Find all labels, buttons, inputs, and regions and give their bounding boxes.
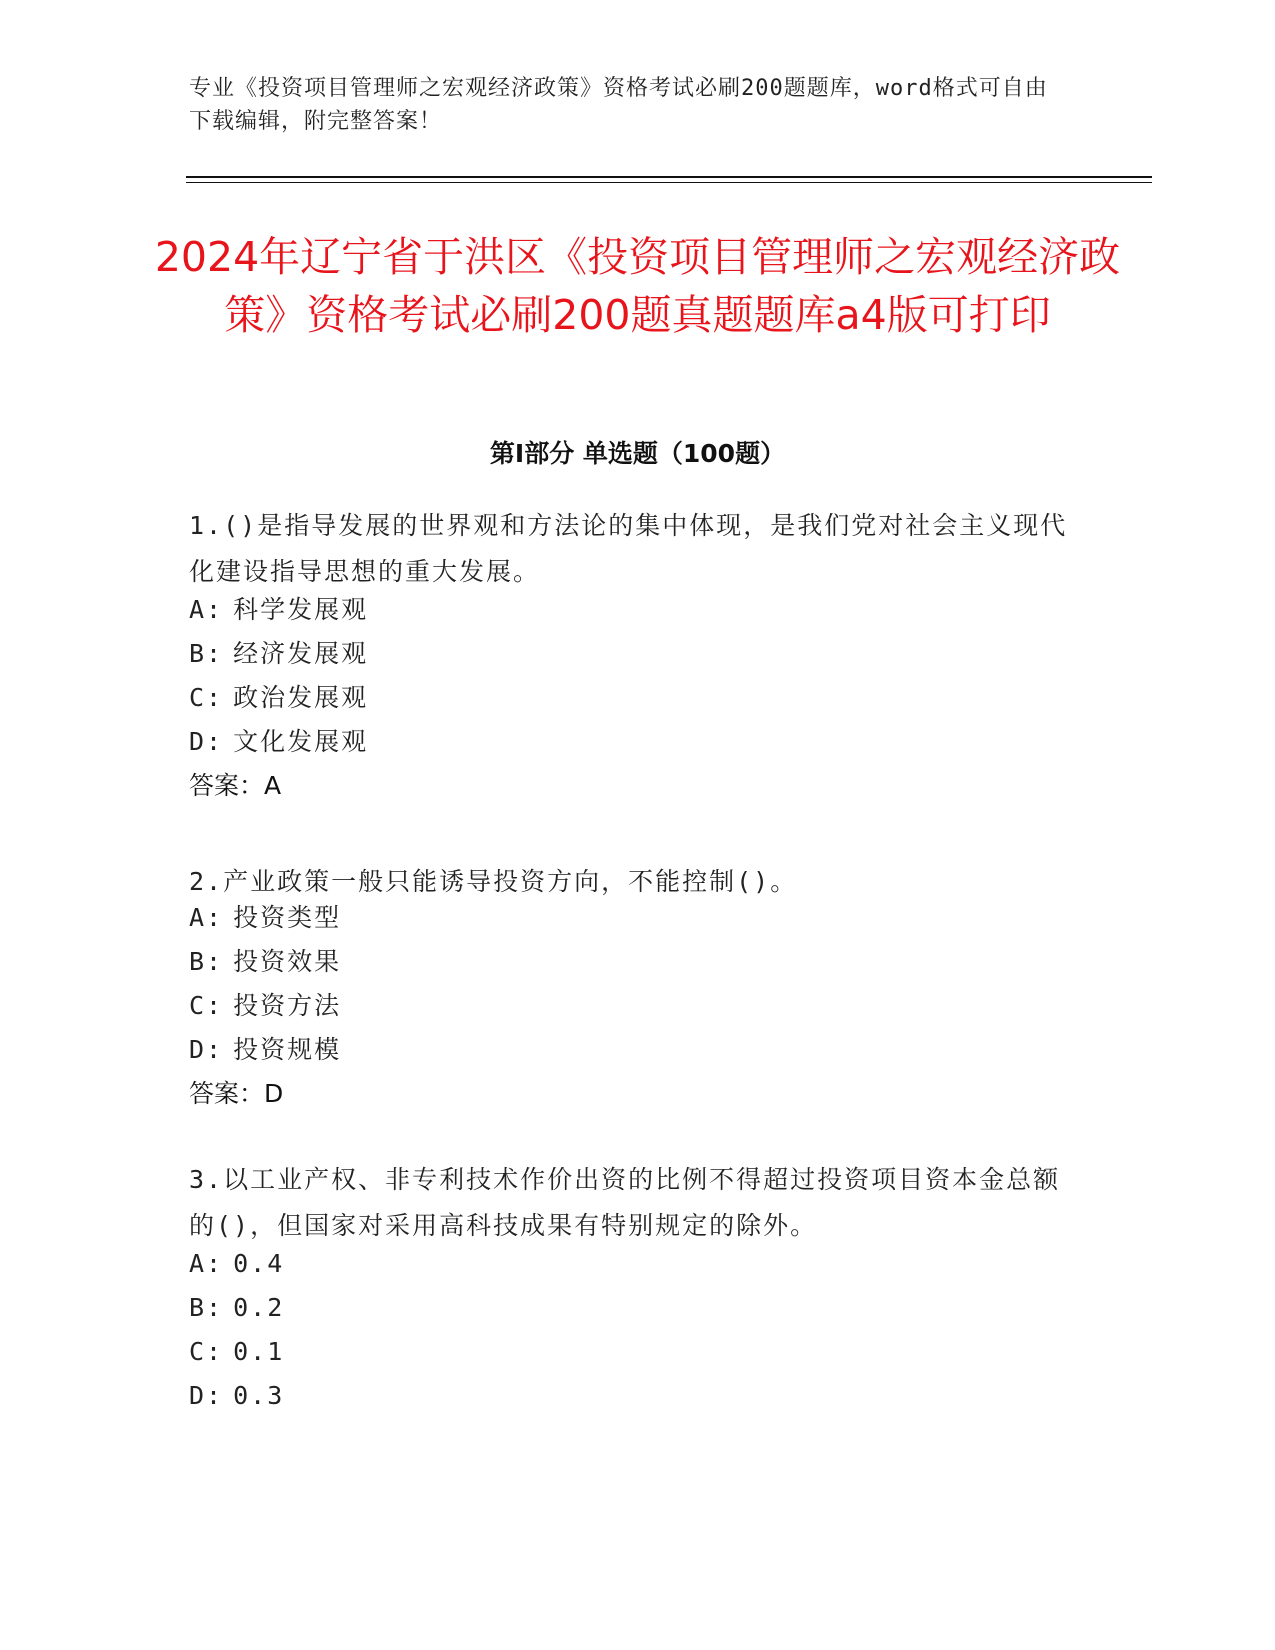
question-2-option-a	[189, 900, 341, 936]
option-text: 投资类型	[233, 903, 342, 932]
question-1-option-c	[189, 680, 368, 716]
header-note: 专业《投资项目管理师之宏观经济政策》资格考试必刷200题题库，word格式可自由下载编辑，附完整答案！	[189, 76, 1048, 134]
option-label: A:	[189, 595, 224, 624]
option-label: B:	[189, 1293, 224, 1322]
option-label: B:	[189, 639, 224, 668]
document-title: 2024年辽宁省于洪区《投资项目管理师之宏观经济政策》资格考试必刷200题真题题库a4版可打印	[154, 233, 1121, 339]
option-text: 科学发展观	[233, 595, 369, 624]
option-label: C:	[189, 1337, 224, 1366]
question-2-stem: 2.产业政策一般只能诱导投资方向，不能控制()。	[189, 867, 798, 896]
question-2-option-c	[189, 988, 341, 1024]
option-text: 政治发展观	[233, 683, 369, 712]
option-label: D:	[189, 1035, 224, 1064]
option-label: C:	[189, 683, 224, 712]
option-label: D:	[189, 727, 224, 756]
option-text: 0.1	[233, 1337, 285, 1366]
header-divider-thin	[186, 182, 1152, 183]
option-text: 投资方法	[233, 991, 342, 1020]
option-text: 投资规模	[233, 1035, 342, 1064]
question-3-option-d	[189, 1378, 284, 1414]
header-divider-thick	[186, 176, 1152, 178]
question-3-stem: 3.以工业产权、非专利技术作价出资的比例不得超过投资项目资本金总额的()，但国家对采用高科技成果有特别规定的除外。	[189, 1165, 1061, 1240]
question-3-option-c	[189, 1334, 284, 1370]
option-text: 0.4	[233, 1249, 285, 1278]
option-text: 经济发展观	[233, 639, 369, 668]
question-2-option-d	[189, 1032, 341, 1068]
section-title: 第Ⅰ部分 单选题（100题）	[489, 439, 786, 468]
question-1-option-b	[189, 636, 368, 672]
option-label: C:	[189, 991, 224, 1020]
option-text: 文化发展观	[233, 727, 369, 756]
question-3-option-b	[189, 1290, 284, 1326]
option-text: 0.2	[233, 1293, 285, 1322]
option-label: A:	[189, 903, 224, 932]
question-1-option-d	[189, 724, 368, 760]
question-1-stem: 1.()是指导发展的世界观和方法论的集中体现，是我们党对社会主义现代化建设指导思想的重大发展。	[189, 511, 1068, 586]
option-text: 0.3	[233, 1381, 285, 1410]
option-label: A:	[189, 1249, 224, 1278]
question-2-option-b	[189, 944, 341, 980]
question-2-answer: 答案：D	[189, 1079, 284, 1108]
question-3-option-a	[189, 1246, 284, 1282]
question-1-option-a	[189, 592, 368, 628]
question-1-answer: 答案：A	[189, 771, 282, 800]
option-label: D:	[189, 1381, 224, 1410]
option-text: 投资效果	[233, 947, 342, 976]
option-label: B:	[189, 947, 224, 976]
